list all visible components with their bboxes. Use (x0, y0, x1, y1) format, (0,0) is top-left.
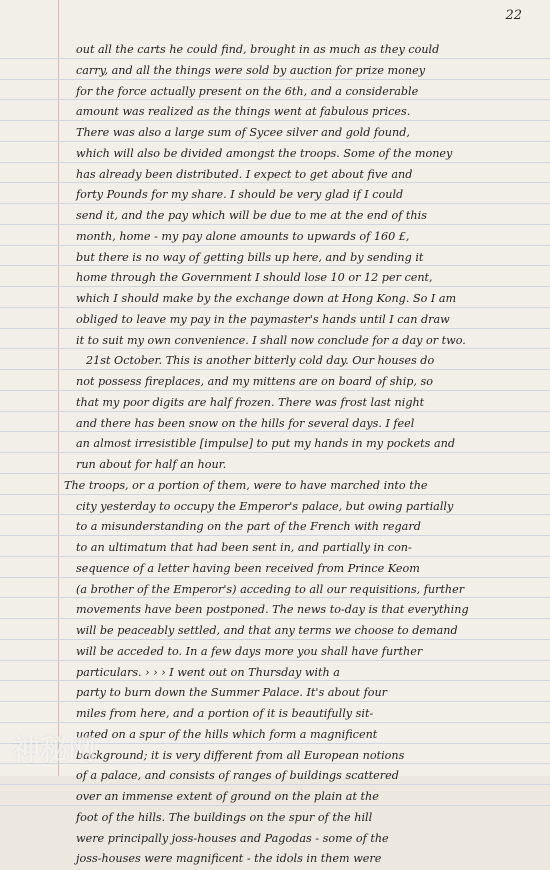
text-line: were principally joss-houses and Pagodas - some of the (76, 831, 389, 845)
text-line: movements have been postponed. The news to-day is that everything (76, 603, 469, 617)
text-line: miles from here, and a portion of it is beautifully sit- (76, 707, 374, 720)
text-line-dated: 21st October. This is another bitterly cold day. Our houses do (86, 354, 435, 368)
text-line: city yesterday to occupy the Emperor's palace, but owing partially (76, 499, 454, 513)
text-line: joss-houses were magnificent - the idols in them were (76, 852, 382, 866)
text-line: not possess fireplaces, and my mittens are on board of ship, so (76, 375, 434, 388)
text-line: out all the carts he could find, brought in as much as they could (76, 43, 440, 56)
text-line: party to burn down the Summer Palace. It's about four (76, 686, 388, 700)
text-line: over an immense extent of ground on the plain at the (76, 790, 379, 803)
text-line: for the force actually present on the 6th, and a considerable (76, 84, 419, 98)
text-line: home through the Government I should lose 10 or 12 per cent, (76, 271, 433, 285)
text-line: has already been distributed. I expect to get about five and (76, 167, 413, 181)
watermark-logo: 神秘网 (12, 733, 97, 766)
text-line: run about for half an hour. (76, 458, 227, 471)
text-line: which I should make by the exchange down at Hong Kong. So I am (76, 292, 457, 305)
text-line: an almost irresistible [impulse] to put my hands in my pockets and (76, 437, 455, 451)
text-line: which will also be divided amongst the troops. Some of the money (76, 146, 453, 160)
text-line: particulars. › › › I went out on Thursday with a (76, 665, 340, 679)
text-line: of a palace, and consists of ranges of buildings scattered (76, 769, 399, 783)
text-line: background; it is very different from all European notions (76, 748, 405, 762)
text-line: to a misunderstanding on the part of the French with regard (76, 520, 421, 534)
text-line: obliged to leave my pay in the paymaster's hands until I can draw (76, 312, 450, 326)
text-line: month, home - my pay alone amounts to upwards of 160 £, (76, 229, 410, 243)
text-line: uated on a spur of the hills which form a magnificent (76, 727, 378, 741)
text-line: will be acceded to. In a few days more you shall have further (76, 644, 423, 658)
text-line: but there is no way of getting bills up here, and by sending it (76, 250, 424, 264)
text-line: foot of the hills. The buildings on the spur of the hill (76, 810, 373, 824)
text-line: (a brother of the Emperor's) acceding to all our requisitions, further (76, 582, 465, 596)
text-line: it to suit my own convenience. I shall now conclude for a day or two. (76, 333, 466, 347)
text-line: sequence of a letter having been received from Prince Keom (76, 561, 420, 575)
text-line: and there has been snow on the hills for several days. I feel (76, 416, 415, 430)
text-line: amount was realized as the things went at fabulous prices. (76, 105, 411, 119)
text-line: send it, and the pay which will be due to me at the end of this (76, 209, 427, 222)
page-number: 22 (505, 8, 522, 23)
text-line: carry, and all the things were sold by auction for prize money (76, 63, 426, 77)
text-line: forty Pounds for my share. I should be very glad if I could (76, 188, 404, 202)
text-line: to an ultimatum that had been sent in, and partially in con- (76, 541, 412, 554)
text-line: will be peaceably settled, and that any terms we choose to demand (76, 624, 458, 637)
text-line: There was also a large sum of Sycee silver and gold found, (76, 126, 410, 139)
text-line: that my poor digits are half frozen. There was frost last night (76, 395, 425, 409)
text-line-paragraph-start: The troops, or a portion of them, were to have marched into the (64, 478, 428, 492)
